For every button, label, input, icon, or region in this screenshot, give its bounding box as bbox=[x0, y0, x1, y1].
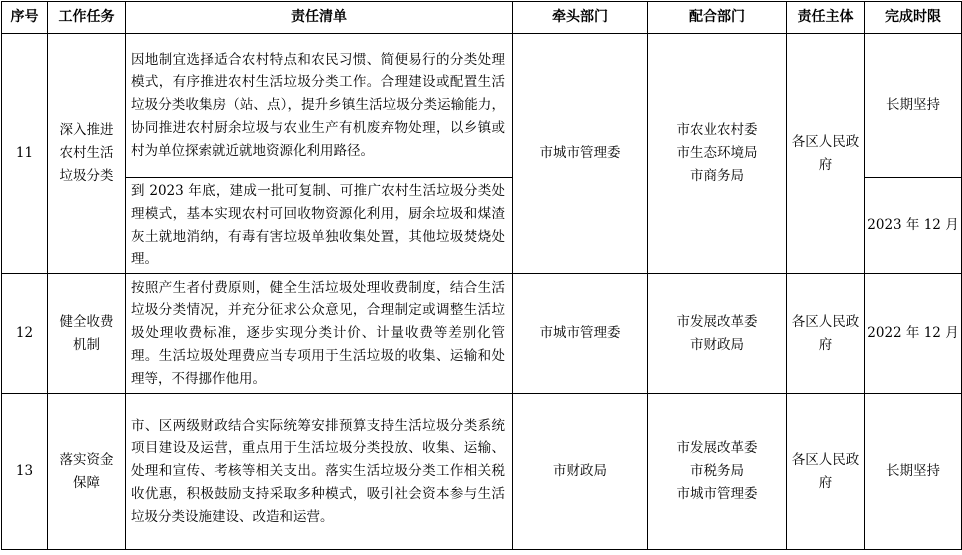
row-coop-dept bbox=[648, 274, 787, 394]
header-no: 序号 bbox=[2, 2, 48, 34]
row-list-item: 到 2023 年底，建成一批可复制、可推广农村生活垃圾分类处理模式，基本实现农村可回收物资源化利用，厨余垃圾和煤渣灰土就地消纳，有毒有害垃圾单独收集处置，其他垃圾焚烧处理。 bbox=[126, 178, 513, 274]
coop-dept-item: 市商务局 bbox=[690, 168, 744, 184]
row-list-item: 因地制宜选择适合农村特点和农民习惯、简便易行的分类处理模式，有序推进农村生活垃圾分类工作。合理建设或配置生活垃圾分类收集房（站、点），提升乡镇生活垃圾分类运输能力，协同推进农村厨余垃圾与农业生产有机废弃物处理，以乡镇或村为单位探索就近就地资源化利用路径。 bbox=[126, 34, 513, 178]
table-row bbox=[2, 274, 962, 394]
row-list-item: 按照产生者付费原则，健全生活垃圾处理收费制度，结合生活垃圾分类情况，并充分征求公众意见，合理制定或调整生活垃圾处理收费标准，逐步实现分类计价、计量收费等差别化管理。生活垃圾处理费应当专项用于生活垃圾的收集、运输和处理等，不得挪作他用。 bbox=[126, 274, 513, 394]
table-row bbox=[2, 394, 962, 550]
coop-dept-item: 市生态环境局 bbox=[676, 145, 758, 161]
row-task: 落实资金保障 bbox=[48, 394, 126, 550]
row-lead-dept: 市城市管理委 bbox=[513, 274, 648, 394]
row-coop-dept bbox=[648, 394, 787, 550]
coop-dept-item: 市城市管理委 bbox=[676, 486, 758, 502]
row-subject: 各区人民政府 bbox=[787, 274, 865, 394]
row-subject: 各区人民政府 bbox=[787, 34, 865, 274]
row-deadline: 长期坚持 bbox=[865, 394, 962, 550]
header-lead-dept: 牵头部门 bbox=[513, 2, 648, 34]
row-deadline: 2023 年 12 月 bbox=[865, 178, 962, 274]
header-coop-dept: 配合部门 bbox=[648, 2, 787, 34]
header-subject: 责任主体 bbox=[787, 2, 865, 34]
row-task: 健全收费机制 bbox=[48, 274, 126, 394]
row-no: 12 bbox=[2, 274, 48, 394]
coop-dept-item: 市税务局 bbox=[690, 463, 744, 479]
coop-dept-item: 市发展改革委 bbox=[676, 313, 758, 330]
responsibility-table bbox=[1, 1, 962, 550]
row-list-item: 市、区两级财政结合实际统筹安排预算支持生活垃圾分类系统项目建设及运营，重点用于生活垃圾分类投放、收集、运输、处理和宣传、考核等相关支出。落实生活垃圾分类工作相关税收优惠，积极鼓励支持采取多种模式，吸引社会资本参与生活垃圾分类设施建设、改造和运营。 bbox=[126, 394, 513, 550]
row-subject: 各区人民政府 bbox=[787, 394, 865, 550]
table-row bbox=[2, 34, 962, 178]
row-no: 11 bbox=[2, 34, 48, 274]
header-row bbox=[2, 2, 962, 34]
row-task: 深入推进农村生活垃圾分类 bbox=[48, 34, 126, 274]
row-deadline: 2022 年 12 月 bbox=[865, 274, 962, 394]
row-coop-dept bbox=[648, 34, 787, 274]
header-deadline: 完成时限 bbox=[865, 2, 962, 34]
row-no: 13 bbox=[2, 394, 48, 550]
header-list: 责任清单 bbox=[126, 2, 513, 34]
row-lead-dept: 市财政局 bbox=[513, 394, 648, 550]
row-lead-dept: 市城市管理委 bbox=[513, 34, 648, 274]
header-task: 工作任务 bbox=[48, 2, 126, 34]
coop-dept-item: 市财政局 bbox=[690, 336, 744, 353]
row-deadline: 长期坚持 bbox=[865, 34, 962, 178]
coop-dept-item: 市发展改革委 bbox=[676, 440, 758, 456]
coop-dept-item: 市农业农村委 bbox=[676, 122, 758, 138]
